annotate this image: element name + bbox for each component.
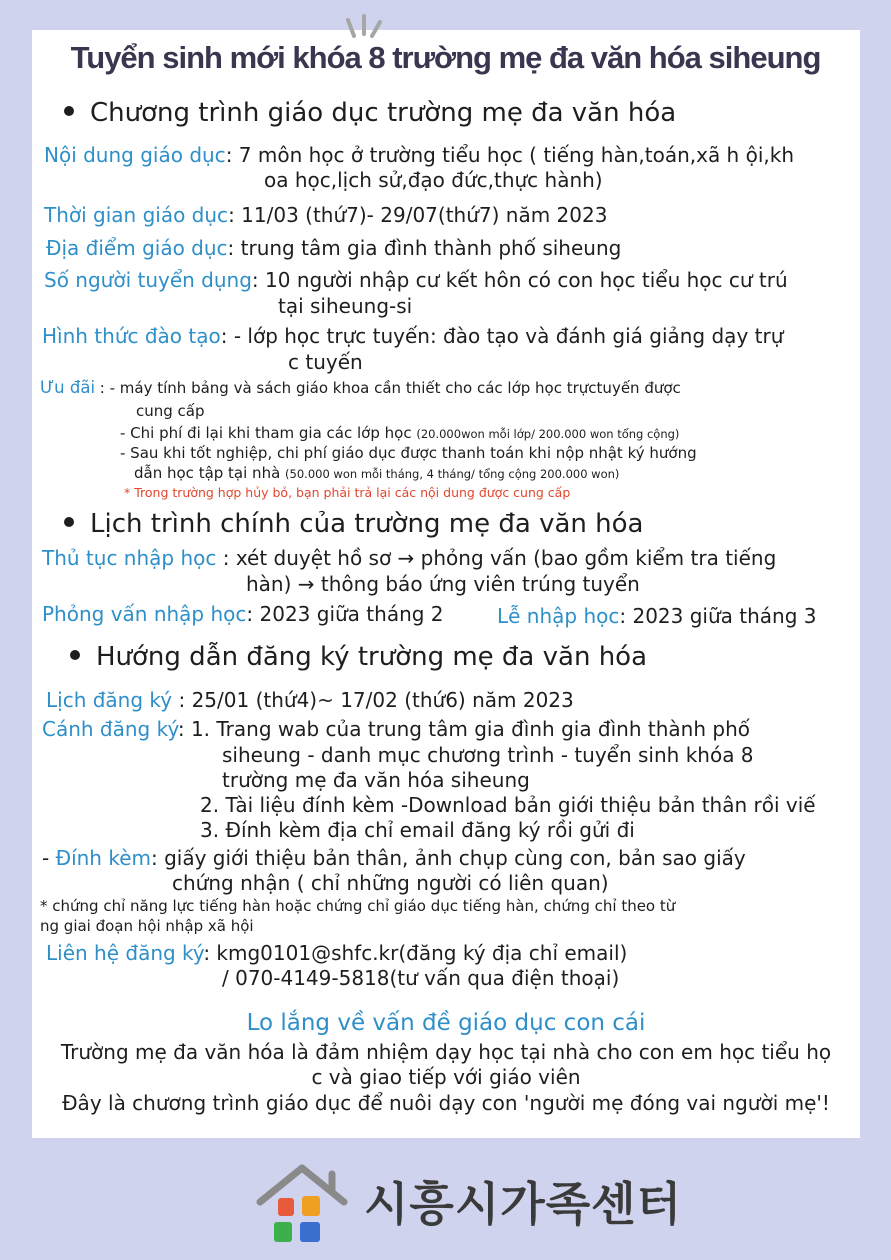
format-value-cont: c tuyến [288,350,363,374]
cancellation-note: * Trong trường hợp hủy bỏ, bạn phải trả lại các nội dung được cung cấp [124,485,571,500]
recruit-row [44,268,788,292]
section-heading-program: Chương trình giáo dục trường mẹ đa văn hóa [64,98,676,128]
bullet-icon [64,106,74,116]
contact-row [46,941,627,965]
procedure-label: Thủ tục nhập học [42,546,217,570]
benefit-item-3: - Sau khi tốt nghiệp, chi phí giáo dục được thanh toán khi nộp nhật ký hướng [120,444,697,462]
content-label: Nội dung giáo dục [44,143,226,167]
interview-row [42,602,444,626]
schedule-row [46,688,574,712]
page-title: Tuyển sinh mới khóa 8 trường mẹ đa văn hóa siheung [70,40,821,75]
ceremony-label: Lễ nhập học [497,604,620,628]
format-row [42,324,783,348]
benefit-item-1-cont: cung cấp [136,402,205,420]
benefit-label: Ưu đãi [40,378,96,397]
content-row [44,143,794,167]
schedule-value: : 25/01 (thứ4)~ 17/02 (thứ6) năm 2023 [172,688,574,712]
procedure-value-cont: hàn) → thông báo ứng viên trúng tuyển [246,572,640,596]
section-heading-registration: Hướng dẫn đăng ký trường mẹ đa văn hóa [70,642,647,672]
interview-label: Phỏng vấn nhập học [42,602,247,626]
place-label: Địa điểm giáo dục [46,236,228,260]
format-label: Hình thức đào tạo [42,324,221,348]
procedure-value: : xét duyệt hồ sơ → phỏng vấn (bao gồm kiểm tra tiếng [216,546,777,570]
benefit-item-3-cont: dẫn học tập tại nhà (50.000 won mỗi tháng, 4 tháng/ tổng cộng 200.000 won) [134,464,620,482]
content-value-cont: oa học,lịch sử,đạo đức,thực hành) [264,168,603,192]
method-step-1-cont2: trường mẹ đa văn hóa siheung [222,768,530,792]
format-value: : - lớp học trực tuyến: đào tạo và đánh giá giảng dạy trự [220,324,784,348]
method-step-1-cont: siheung - danh mục chương trình - tuyển sinh khóa 8 [222,743,754,767]
time-value: : 11/03 (thứ7)- 29/07(thứ7) năm 2023 [228,203,608,227]
org-name: 시흥시가족센터 [364,1177,683,1231]
time-row [44,203,607,227]
recruit-value: : 10 người nhập cư kết hôn có con học tiểu học cư trú [251,268,788,292]
method-step-2: 2. Tài liệu đính kèm -Download bản giới thiệu bản thân rồi viế [200,793,816,817]
sparkle-decoration-icon [340,12,390,42]
method-label: Cánh đăng ký [42,717,178,741]
contact-label: Liên hệ đăng ký [46,941,204,965]
benefit-row [40,378,681,397]
bullet-icon [64,517,74,527]
place-row [46,236,621,260]
closing-line-1: Trường mẹ đa văn hóa là đảm nhiệm dạy học tại nhà cho con em học tiểu họ [60,1040,832,1064]
ceremony-row [497,604,817,628]
attach-value: : giấy giới thiệu bản thân, ảnh chụp cùng con, bản sao giấy [151,846,746,870]
benefit-item-2: - Chi phí đi lại khi tham gia các lớp học (20.000won mỗi lớp/ 200.000 won tổng cộng) [120,424,680,442]
attach-row: - Đính kèm: giấy giới thiệu bản thân, ảnh chụp cùng con, bản sao giấy [42,846,746,870]
ceremony-value: : 2023 giữa tháng 3 [619,604,817,628]
family-center-logo-icon [252,1160,352,1250]
benefit-item-1: : - máy tính bảng và sách giáo khoa cần thiết cho các lớp học trựctuyến được [95,379,681,397]
certificate-note: * chứng chỉ năng lực tiếng hàn hoặc chứng chỉ giáo dục tiếng hàn, chứng chỉ theo từ [40,897,676,915]
method-row [42,717,750,741]
closing-line-3: Đây là chương trình giáo dục để nuôi dạy con 'người mẹ đóng vai người mẹ'! [62,1091,830,1115]
schedule-label: Lịch đăng ký [46,688,173,712]
contact-value: : kmg0101@shfc.kr(đăng ký địa chỉ email) [203,941,628,965]
procedure-row [42,546,776,570]
attach-label: Đính kèm [55,846,151,870]
method-step-1: : 1. Trang wab của trung tâm gia đình gia đình thành phố [177,717,750,741]
closing-heading: Lo lắng về vấn đề giáo dục con cái [246,1010,646,1036]
time-label: Thời gian giáo dục [44,203,229,227]
method-step-3: 3. Đính kèm địa chỉ email đăng ký rồi gửi đi [200,818,635,842]
content-value: : 7 môn học ở trường tiểu học ( tiếng hàn,toán,xã h ội,kh [225,143,794,167]
certificate-note-cont: ng giai đoạn hội nhập xã hội [40,917,254,935]
attach-value-cont: chứng nhận ( chỉ những người có liên quan) [172,871,609,895]
recruit-value-cont: tại siheung-si [278,294,413,318]
section-heading-schedule: Lịch trình chính của trường mẹ đa văn hóa [64,509,643,539]
recruit-label: Số người tuyển dụng [44,268,252,292]
closing-line-2: c và giao tiếp với giáo viên [311,1065,581,1089]
contact-value-cont: / 070-4149-5818(tư vấn qua điện thoại) [222,966,620,990]
bullet-icon [70,650,80,660]
place-value: : trung tâm gia đình thành phố siheung [227,236,622,260]
interview-value: : 2023 giữa tháng 2 [246,602,444,626]
